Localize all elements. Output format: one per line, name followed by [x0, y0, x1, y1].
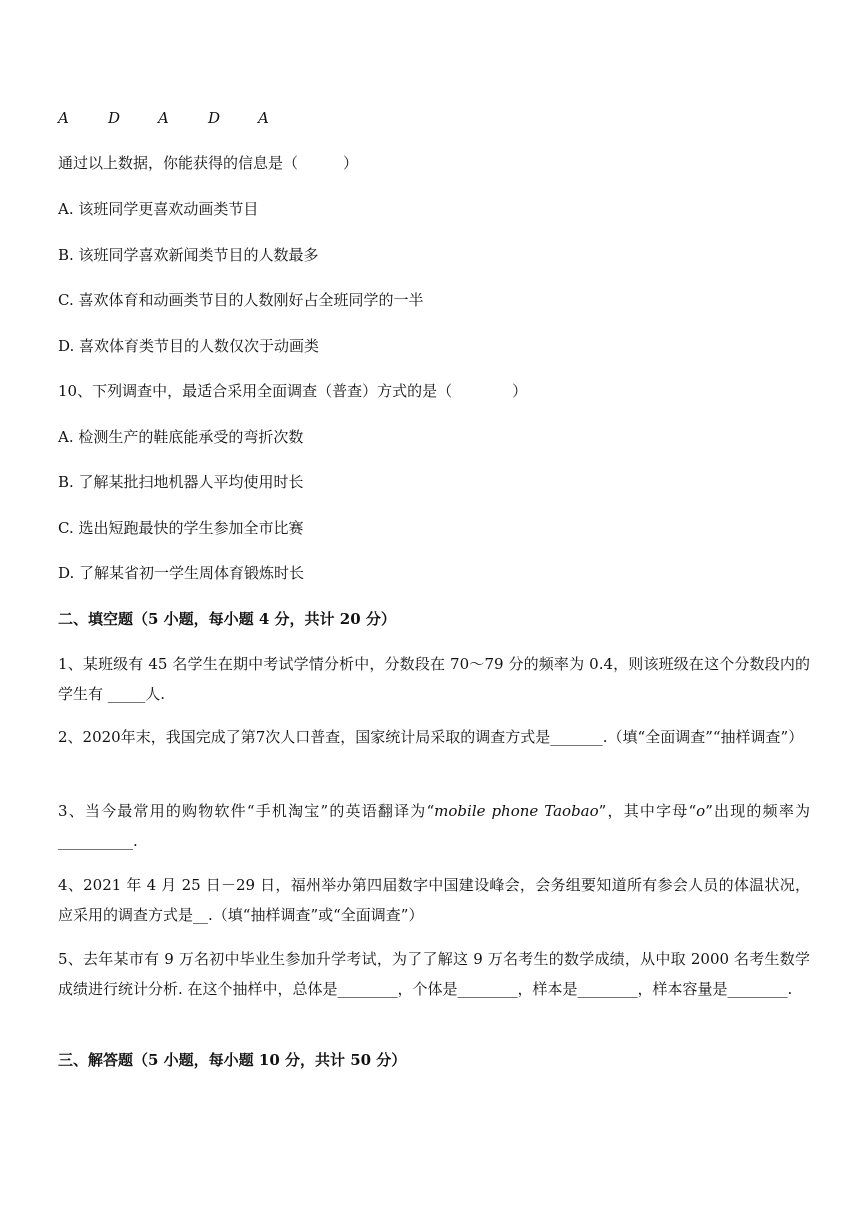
fill-question-3-part: ”，其中字母“: [598, 802, 697, 820]
q9-stem: 通过以上数据，你能获得的信息是（ ）: [58, 154, 359, 172]
answer-letter: D: [108, 109, 121, 127]
q10-option-b: B. 了解某批扫地机器人平均使用时长: [58, 473, 304, 491]
answer-letter: D: [208, 109, 221, 127]
fill-question-1: 1、某班级有 45 名学生在期中考试学情分析中，分数段在 70～79 分的频率为 0.4，则该班级在这个分数段内的学生有 _____人.: [58, 655, 810, 703]
q9-option-b: B. 该班同学喜欢新闻类节目的人数最多: [58, 246, 319, 264]
q9-option-a: A. 该班同学更喜欢动画类节目: [58, 200, 259, 218]
fill-question-3-part: 3、当今最常用的购物软件“手机淘宝”的英语翻译为“: [58, 802, 435, 820]
answer-letter: A: [258, 109, 269, 127]
fill-question-5: 5、去年某市有 9 万名初中毕业生参加升学考试，为了了解这 9 万名考生的数学成绩，从中取 2000 名考生数学成绩进行统计分析. 在这个抽样中，总体是________，个体是________，样本是________，样本容量是________.: [58, 950, 810, 998]
q10-option-c: C. 选出短跑最快的学生参加全市比赛: [58, 519, 304, 537]
fill-question-2: 2、2020年末，我国完成了第7次人口普查，国家统计局采取的调查方式是_______.（填“全面调查”“抽样调查”）: [58, 728, 804, 746]
fill-question-3-part: ”出现的频率为__________.: [58, 802, 811, 850]
section3-heading: 三、解答题（5 小题，每小题 10 分，共计 50 分）: [58, 1051, 407, 1069]
answer-letter: A: [58, 109, 69, 127]
english-phrase: mobile phone Taobao: [434, 802, 599, 820]
q10-stem: 10、下列调查中，最适合采用全面调查（普查）方式的是（ ）: [58, 382, 528, 400]
q10-option-d: D. 了解某省初一学生周体育锻炼时长: [58, 564, 305, 582]
section2-heading: 二、填空题（5 小题，每小题 4 分，共计 20 分）: [58, 610, 396, 628]
q9-option-d: D. 喜欢体育类节目的人数仅次于动画类: [58, 337, 320, 355]
answer-letter: A: [158, 109, 169, 127]
letter-o: o: [696, 802, 706, 820]
q10-option-a: A. 检测生产的鞋底能承受的弯折次数: [58, 428, 304, 446]
fill-question-3: [58, 796, 810, 856]
answer-letter-row: [58, 103, 810, 133]
q9-option-c: C. 喜欢体育和动画类节目的人数刚好占全班同学的一半: [58, 291, 424, 309]
fill-question-4: 4、2021 年 4 月 25 日－29 日，福州举办第四届数字中国建设峰会，会务组要知道所有参会人员的体温状况，应采用的调查方式是__.（填“抽样调查”或“全面调查”）: [58, 876, 810, 924]
